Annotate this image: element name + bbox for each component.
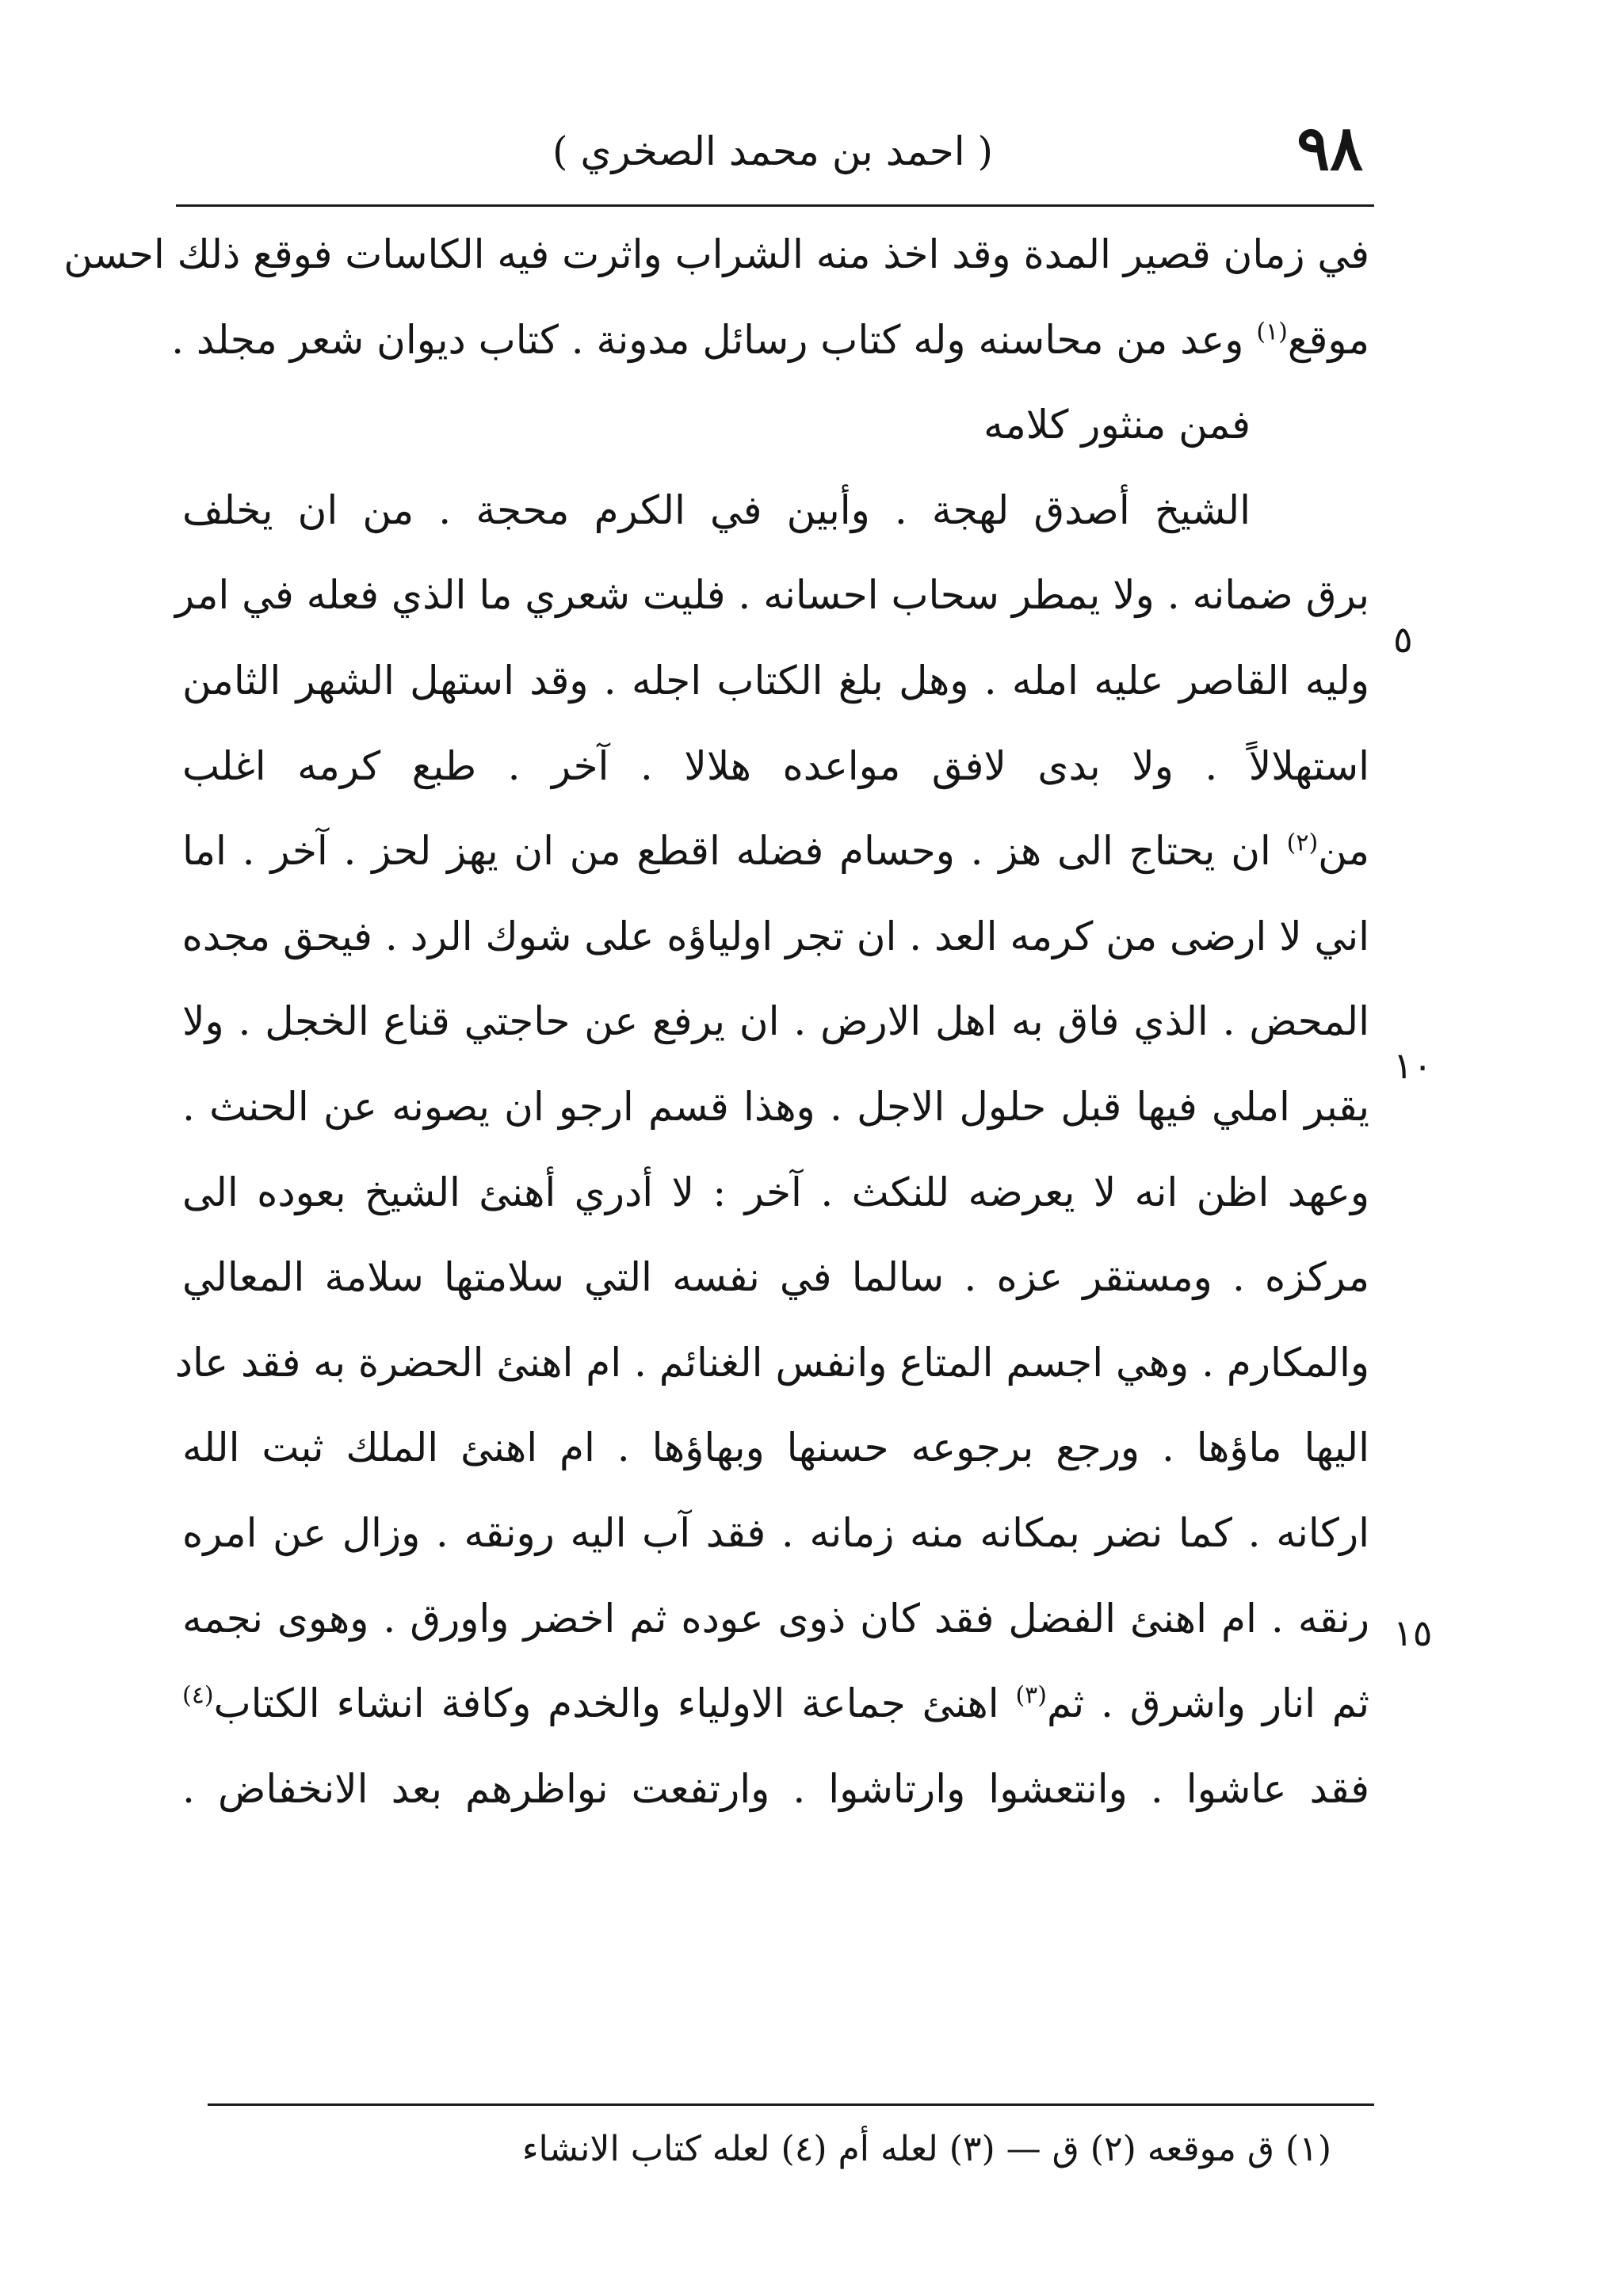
line-number-marker: ٥ bbox=[1393, 618, 1413, 661]
line-number-marker: ١٠ bbox=[1393, 1044, 1433, 1087]
text-line: وعهد اظن انه لا يعرضه للنكث . آخر : لا أدري أهنئ الشيخ بعوده الى bbox=[182, 1169, 1369, 1215]
footnotes: (١) ق موقعه (٢) ق — (٣) لعله أم (٤) لعله كتاب الانشاء bbox=[521, 2129, 1331, 2169]
text-line bbox=[182, 1661, 1369, 1747]
text-line bbox=[171, 298, 1369, 383]
body-text bbox=[63, 212, 1369, 1832]
text-segment: ان يحتاج الى هز . وحسام فضله اقطع من ان يهز لحز . آخر . اما bbox=[182, 828, 1271, 875]
line-number-marker: ١٥ bbox=[1393, 1611, 1433, 1654]
text-line: اني لا ارضى من كرمه العد . ان تجر اولياؤه على شوك الرد . فيحق مجده bbox=[181, 913, 1369, 959]
footnote-mark: (١) bbox=[1256, 317, 1288, 345]
text-segment: وعد من محاسنه وله كتاب رسائل مدونة . كتاب ديوان شعر مجلد . bbox=[171, 316, 1244, 363]
text-line: وليه القاصر عليه امله . وهل بلغ الكتاب اجله . وقد استهل الشهر الثامن bbox=[182, 657, 1369, 704]
text-line: اليها ماؤها . ورجع برجوعه حسنها وبهاؤها . ام اهنئ الملك ثبت الله bbox=[182, 1425, 1369, 1471]
text-line: في زمان قصير المدة وقد اخذ منه الشراب واثرت فيه الكاسات فوقع ذلك احسن bbox=[63, 231, 1369, 277]
text-line: فقد عاشوا . وانتعشوا وارتاشوا . وارتفعت نواظرهم بعد الانخفاض . bbox=[182, 1765, 1369, 1812]
text-line: يقبر املي فيها قبل حلول الاجل . وهذا قسم ارجو ان يصونه عن الحنث . bbox=[182, 1083, 1369, 1130]
footnote-mark: (٢) bbox=[1286, 829, 1319, 857]
text-line: المحض . الذي فاق به اهل الارض . ان يرفع عن حاجتي قناع الخجل . ولا bbox=[182, 998, 1369, 1045]
footnote-mark: (٣) bbox=[1015, 1681, 1048, 1710]
footnote-mark: (٤) bbox=[182, 1681, 214, 1710]
text-segment: ثم انار واشرق . ثم bbox=[1047, 1680, 1369, 1727]
text-line: اركانه . كما نضر بمكانه منه زمانه . فقد آب اليه رونقه . وزال عن امره bbox=[182, 1509, 1369, 1556]
text-line: مركزه . ومستقر عزه . سالما في نفسه التي سلامتها سلامة المعالي bbox=[182, 1254, 1369, 1301]
page-header bbox=[182, 109, 1363, 196]
text-line: استهلالاً . ولا بدى لافق مواعده هلالا . آخر . طبع كرمه اغلب bbox=[182, 742, 1369, 789]
footnote-rule bbox=[208, 2103, 1374, 2106]
text-line: رنقه . ام اهنئ الفضل فقد كان ذوى عوده ثم اخضر واورق . وهوى نجمه bbox=[182, 1595, 1369, 1642]
text-line: برق ضمانه . ولا يمطر سحاب احسانه . فليت شعري ما الذي فعله في امر bbox=[175, 572, 1369, 619]
running-head: ( احمد بن محمد الصخري ) bbox=[552, 128, 994, 174]
header-rule bbox=[176, 204, 1374, 207]
text-segment: من bbox=[1318, 828, 1369, 875]
text-line: فمن منثور كلامه bbox=[983, 402, 1251, 448]
page-number: ٩٨ bbox=[1296, 113, 1363, 185]
text-segment: اهنئ جماعة الاولياء والخدم وكافة انشاء الكتاب bbox=[213, 1680, 999, 1727]
text-line: الشيخ أصدق لهجة . وأبين في الكرم محجة . من ان يخلف bbox=[182, 486, 1251, 533]
text-line: والمكارم . وهي اجسم المتاع وانفس الغنائم . ام اهنئ الحضرة به فقد عاد bbox=[174, 1339, 1369, 1386]
text-line bbox=[182, 809, 1369, 894]
text-segment: موقع bbox=[1287, 316, 1369, 363]
